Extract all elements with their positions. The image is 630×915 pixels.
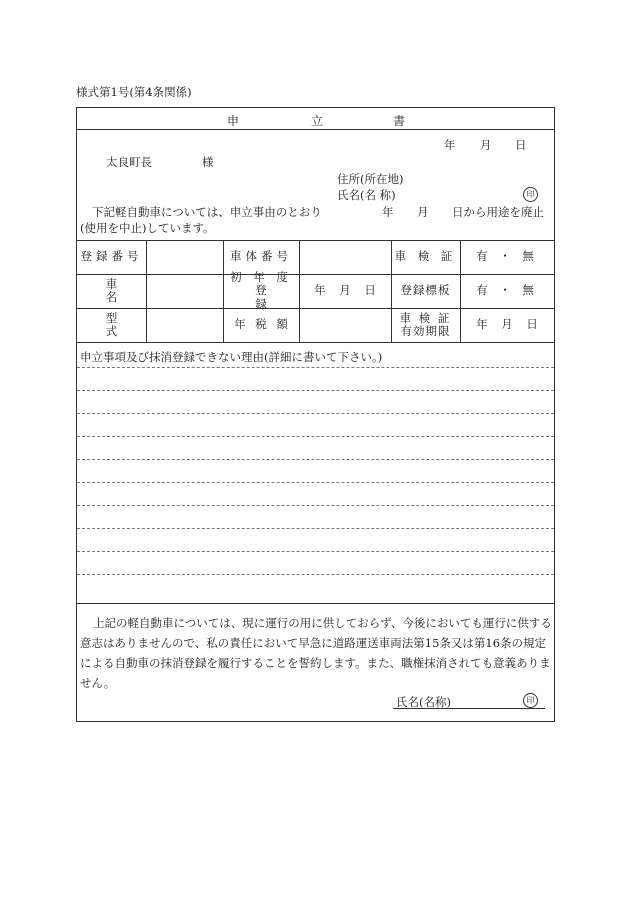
date-month: 月 bbox=[480, 138, 492, 152]
date-day: 日 bbox=[515, 138, 527, 152]
statement-part1: 下記軽自動車については、申立事由のとおり bbox=[92, 205, 322, 219]
form-number: 様式第1号(第4条関係) bbox=[76, 85, 192, 99]
reason-label: 申立事項及び抹消登録できない理由(詳細に書いて下さい。) bbox=[80, 350, 383, 364]
statement-part2: 日から用途を廃止 bbox=[452, 205, 544, 219]
declaration-text: 上記の軽自動車については、現に運行の用に供しておらず、今後においても運行に供する意志はありませんので、私の責任において早急に道路運送車両法第15条又は第16条の規定による自動車の抹消登録を履行することを誓約します。また、職権抹消されても意義ありません。 bbox=[80, 616, 552, 690]
address-label: 住所(所在地) bbox=[337, 172, 404, 186]
registration-number-value[interactable] bbox=[146, 240, 223, 274]
reason-line bbox=[77, 390, 554, 391]
inspection-cert-label: 車 検 証 bbox=[394, 249, 457, 264]
vehicle-name-label: 車 名 bbox=[105, 276, 146, 304]
cert-expiry-label-line1: 車 検 証 bbox=[399, 310, 452, 325]
reason-line bbox=[77, 505, 554, 506]
title-divider bbox=[77, 129, 554, 130]
signature-seal-icon: 印 bbox=[523, 693, 538, 708]
statement-part3: (使用を中止)しています。 bbox=[80, 221, 215, 235]
registration-number-label: 登録番号 bbox=[80, 249, 143, 264]
inspection-cert-presence[interactable]: 有 ・ 無 bbox=[476, 249, 538, 264]
plate-presence[interactable]: 有 ・ 無 bbox=[476, 283, 538, 298]
first-year-label bbox=[223, 270, 299, 311]
cert-expiry-label-line2: 有効期限 bbox=[400, 324, 451, 338]
reason-line bbox=[77, 551, 554, 552]
model-label: 型 式 bbox=[105, 310, 146, 338]
chassis-number-value[interactable] bbox=[299, 240, 391, 274]
name-label: 氏名(名 称) bbox=[337, 188, 396, 202]
reason-line bbox=[77, 413, 554, 414]
addressee-honorific: 様 bbox=[202, 155, 214, 169]
model-value[interactable] bbox=[146, 308, 223, 342]
title-char-1: 申 bbox=[227, 114, 240, 128]
vehicle-name-value[interactable] bbox=[146, 274, 223, 308]
signature-label: 氏名(名称) bbox=[396, 695, 451, 709]
tax-value[interactable] bbox=[299, 308, 391, 342]
chassis-number-label: 車体番号 bbox=[230, 249, 292, 264]
cert-expiry-value[interactable]: 年 月 日 bbox=[476, 317, 538, 332]
reason-line bbox=[77, 436, 554, 437]
tax-label: 年 税 額 bbox=[234, 317, 288, 332]
reason-line bbox=[77, 459, 554, 460]
statement-month: 月 bbox=[417, 205, 429, 219]
first-year-value[interactable]: 年 月 日 bbox=[314, 283, 376, 298]
statement-year: 年 bbox=[382, 205, 394, 219]
plate-label: 登録標板 bbox=[400, 283, 451, 298]
reason-line bbox=[77, 528, 554, 529]
first-year-label-line2: 登 録 bbox=[255, 283, 293, 311]
date-year: 年 bbox=[444, 138, 456, 152]
reason-line bbox=[77, 482, 554, 483]
title-char-3: 書 bbox=[393, 114, 406, 128]
first-year-label-line1: 初 年 度 bbox=[230, 270, 292, 285]
title-char-2: 立 bbox=[311, 114, 324, 128]
addressee-name: 太良町長 bbox=[106, 155, 152, 169]
signature-underline bbox=[393, 708, 545, 709]
reason-line bbox=[77, 574, 554, 575]
cert-expiry-label bbox=[391, 308, 460, 342]
reason-line bbox=[77, 367, 554, 368]
table-bottom-border bbox=[77, 342, 554, 343]
reason-bottom-border bbox=[77, 603, 554, 604]
applicant-seal-icon: 印 bbox=[523, 187, 538, 202]
